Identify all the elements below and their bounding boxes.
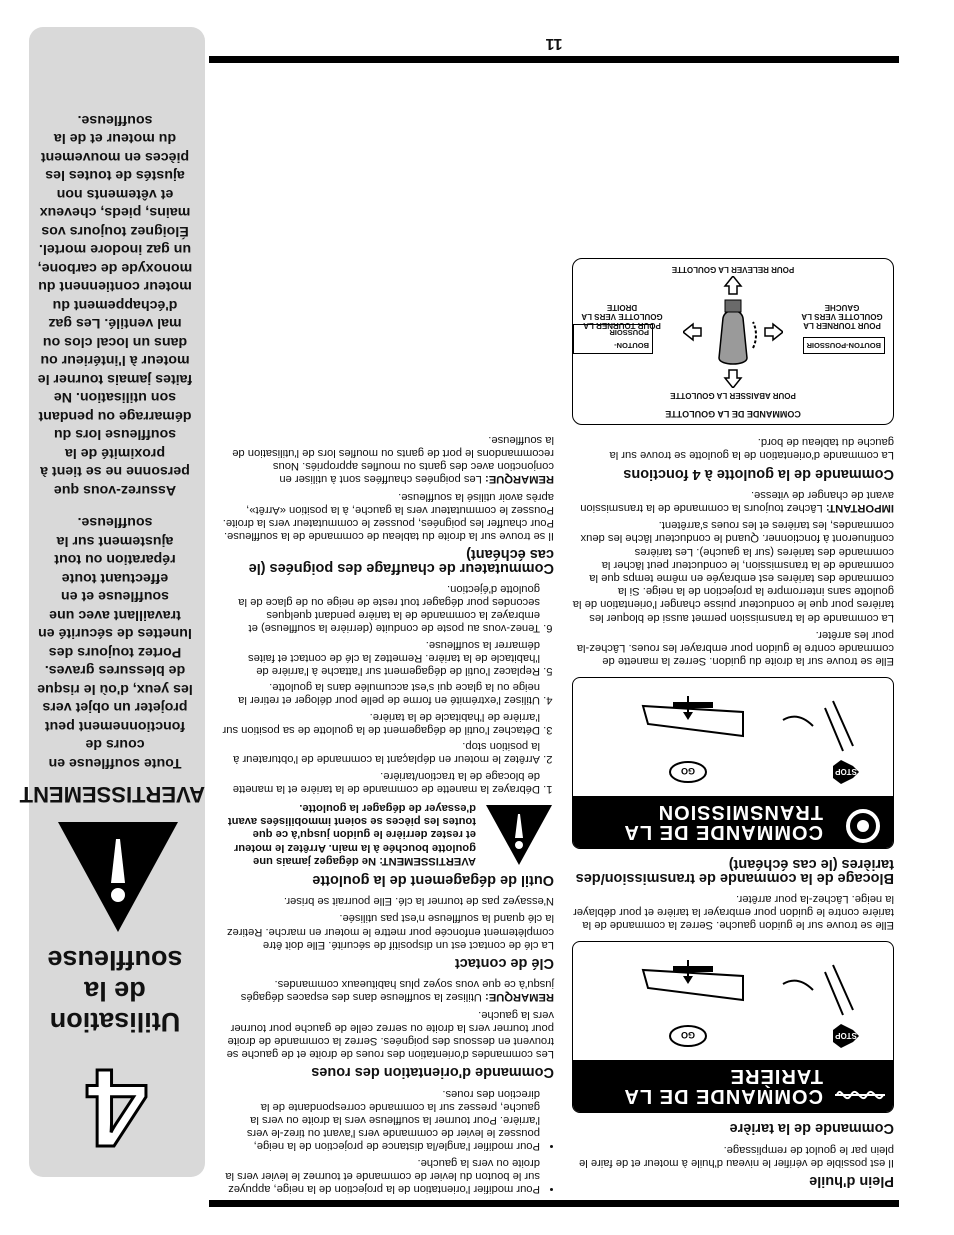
warning-triangle-icon (53, 817, 183, 937)
section-heading-outil: Outil de dégagement de la goulotte (312, 871, 554, 888)
remark-text: Utilisez la souffleuse dans des espaces dégagés jusqu'à ce que vous soyez plus habitueaux commandes. (240, 978, 554, 1004)
remark-label: REMARQUE: (485, 473, 554, 486)
list-item: 3. Détachez l'outil de dégagement de la goulotte de sa position sur l'arrière de l'habitacle de la tarière. (222, 710, 540, 736)
section-heading-tariere: Commande de la tarière (729, 1120, 894, 1137)
section-heading-huile: Plein d'huile (809, 1173, 894, 1189)
chauffage-remark (222, 433, 554, 486)
warning-paragraph: Assurez-vous que personne ne se tient à proximité de la souffleuse lors du démarrage ou pendant son utilisation. Ne faites jamais tourner le moteur à l'intérieur ou dans un local clos ou mal ventilé. Les gaz d'échappement du moteur contiennent du monoxyde de carbone, un gaz inodore mortel. Éloignez toujours vos mains, pieds, cheveux et vêtements non ajustés de toutes les pièces en mouvement du moteur et de la souffleuse. (37, 112, 193, 498)
callout-title-bar (573, 1060, 893, 1112)
warning-triangle-icon (484, 803, 554, 867)
chauffage-text: Il se trouve sur la droite du tableau de commande de la souffleuse. Pour chauffer les poignées, poussez le commutateur vers la droite. Poussez le commutateur vers la gauche, à la position «Arrêt», après avoir utilisé la souffleuse. (222, 490, 554, 543)
list-item: 1. Débrayez la manette de commande de la tarière et la manette de blocage de la traction/tarière. (222, 768, 540, 794)
blocage-text-2: La commande de la transmission permet aussi de bloquer les tarières pour que le conducteur puisse changer l'orientation de la goulotte sans interrompre la projection de la neige. Si la commande des tarières est embrayée en même temps que la commande de la transmission, le conducteur peut lâcher la commande des tarières (sur la gauche). Les tarières continueront à fonctionner. Quand le conducteur lâche les deux commandes, les tarières et les roues s'arrêtent. (572, 519, 894, 624)
page-number: 11 (545, 35, 563, 52)
remark-text: Les poignées chauffées sont à utiliser en conjonction avec des gants ou moufles appropriés. Nous recommandons le port de gants ou moufles lors de l'utilisation de la souffleuse. (232, 433, 554, 486)
push-button-label: BOUTON-POUSSOIR (573, 324, 653, 354)
diagram-title: COMMANDE DE LA GOULOTTE (665, 408, 801, 419)
callout-title: COMMANDE DE LA TRANSMISSION (624, 801, 823, 844)
auger-spiral-icon (835, 1084, 885, 1106)
section-heading-cle: Clé de contact (454, 954, 554, 971)
list-item: 2. Arrêtez le moteur en déplaçant la commande de l'obturateur à la position stop. (222, 739, 540, 765)
drive-lever-diagram (573, 678, 893, 796)
auger-lever-diagram (573, 942, 893, 1060)
roues-remark (222, 977, 554, 1003)
outil-warning-text: AVERTISSEMENT: Ne dégagez jamais une goulotte bouchée à la main. Arrêtez le moteur et restez derrière le guidon jusqu'à ce que toutes les pièces se soient immobilisées avant d'essayer de dégager la goulotte. (227, 801, 476, 867)
chute-bullets (222, 1086, 554, 1195)
warning-paragraph: Toute souffleuse en cours de fonctionnement peut projeter un objet vers les yeux, d'où le risque de blessures graves. Portez toujours des lunettes de sécurité en travaillant avec une souffleuse et en effectuant toute réparation ou tout ajustement sur la souffleuse. (37, 514, 193, 771)
stop-label: STOP (835, 767, 857, 777)
cle-text: La clé de contact est un dispositif de sécurité. Elle doit être complètement enfoncée pour mettre le moteur en marche. Retirez la clé quand la souffleuse n'est pas utilisée. (226, 912, 554, 951)
lower-chute-label: POUR ABAISSER LA GOULOTTE (670, 390, 796, 400)
go-label: GO (680, 766, 696, 777)
top-rule (209, 1200, 899, 1207)
auger-control-callout (572, 941, 894, 1113)
cle-text-2: N'essayez pas de tourner la clé. Elle pourrait se briser. (283, 895, 554, 908)
section-heading-goulotte: Commande de la goulotte à 4 fonctions (623, 465, 894, 482)
blocage-text: Elle se trouve sur la droite du guidon. Serrez la manette de commande contre le guidon pour embrayer les roues. Lâchez-la pour les arrêter. (576, 628, 894, 668)
turn-right-label: POUR TOURNER LA GOULOTTE VERS LA DROITE (581, 302, 663, 330)
list-item: 5. Replacez l'outil de dégagement sur l'attache à l'arrière de l'habitacle de la tarière. Remettez la clé de contact et faites démarrer la souffleuse. (222, 637, 540, 677)
bottom-rule (209, 56, 899, 63)
outil-warning (222, 801, 554, 867)
tariere-text: Elle se trouve sur le guidon gauche. Serrez la commande de la tarière contre le guidon pour embrayer la tarière et pour déblayer la neige. Lâchez-la pour arrêter. (573, 892, 894, 932)
callout-title: COMMANDE DE LA TARIÈRE (624, 1065, 823, 1108)
section-heading-chauffage: Commutateur de chauffage des poignées (le cas échéant) (248, 546, 554, 576)
raise-chute-label: POUR RELEVER LA GOULOTTE (671, 264, 795, 274)
sidebar (19, 27, 205, 1177)
wheel-icon (845, 808, 881, 844)
section-heading-blocage: Blocage de la commande de transmission/des tarières (le cas échéant) (575, 856, 894, 886)
outil-steps (222, 582, 554, 795)
important-text: Lâchez toujours la commande de la transmission avant de changer de vitesse. (580, 488, 894, 514)
list-item: • Pour modifier l'angle/la distance de projection de la neige, poussez le levier de commande vers l'avant ou tirez-le vers l'arrière. Pour tourner la souffleuse vers la droite ou vers la gauche, pressez sur la commande correspondante de la direction des roues. (222, 1086, 540, 1152)
chapter-number: 4 (86, 1046, 148, 1169)
chute-joystick-icon (683, 276, 783, 388)
chute-control-diagram (572, 258, 894, 425)
go-label: GO (680, 1030, 696, 1041)
drive-control-callout (572, 677, 894, 849)
chapter-title: Utilisation de la souffleuse (47, 945, 183, 1037)
section-heading-roues: Commande d'orientation des roues (311, 1064, 554, 1081)
stop-label: STOP (835, 1031, 857, 1041)
blocage-important (572, 488, 894, 514)
callout-title-bar (573, 796, 893, 848)
goulotte-text: La commande d'orientation de la goulotte se trouve sur la gauche du tableau de bord. (609, 436, 894, 462)
turn-left-label: POUR TOURNER LA GOULOTTE VERS LA GAUCHE (801, 302, 883, 330)
roues-text: Les commandes d'orientation des roues de droite et de gauche se trouvent en dessous des poignées. Serrez la commande de droite pour tourner vers la droite ou serrez celle de gauche pour tourner vers la gauche. (226, 1008, 554, 1061)
push-button-label: BOUTON-POUSSOIR (803, 337, 885, 354)
warning-text (37, 97, 193, 773)
list-item: 4. Utilisez l'extrémité en forme de pelle pour déloger et retirer la neige ou la glace qui s'est accumulée dans la goulotte. (222, 680, 540, 706)
remark-label: REMARQUE: (485, 991, 554, 1004)
important-label: IMPORTANT: (825, 501, 894, 514)
right-column (572, 258, 894, 1195)
warning-heading: AVERTISSEMENT (19, 782, 205, 807)
middle-column (222, 429, 554, 1195)
huile-text: Il est possible de vérifier le niveau d'huile à moteur et de faire le plein par le goulot de remplissage. (579, 1143, 894, 1169)
list-item: • Pour modifier l'orientation de la projection de la neige, appuyez sur le bouton du levier de commande et tournez le levier vers la droite ou vers la gauche. (222, 1155, 540, 1195)
list-item: 6. Tenez-vous au poste de conduite (derrière la souffleuse) et embrayez la commande de la tarière pendant quelques secondes pour dégager tout reste de neige ou de glace de la goulotte d'éjection. (222, 582, 540, 635)
